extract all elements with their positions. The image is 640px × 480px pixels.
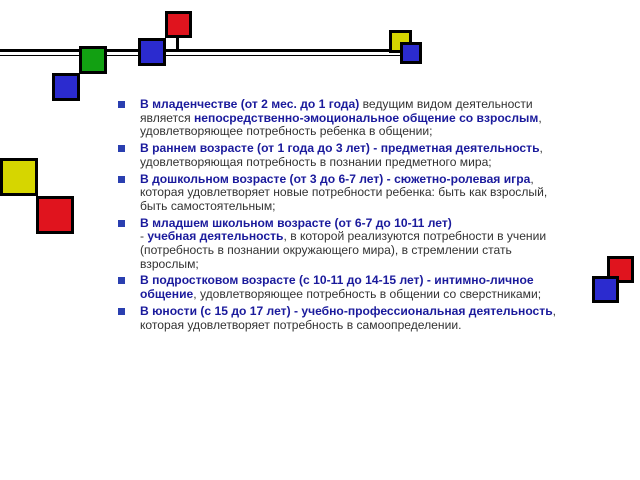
blue-square-top-right	[400, 42, 422, 64]
bullet-icon	[118, 308, 125, 315]
stage-activity: учебная деятельность	[147, 229, 284, 244]
bullet-icon	[118, 176, 125, 183]
stage-lead: В раннем возрасте (от 1 года до 3 лет) - предметная деятельность	[140, 141, 540, 156]
blue-square-left	[52, 73, 80, 101]
blue-square-right	[592, 276, 619, 303]
list-item	[118, 173, 558, 214]
bullet-icon	[118, 145, 125, 152]
stage-text: , которая удовлетворяет новые потребности ребенка: быть как взрослый, быть самостоятельным;	[140, 171, 548, 213]
stage-text: , которая удовлетворяет потребность в самоопределении.	[140, 303, 557, 332]
list-item	[118, 142, 558, 169]
red-square-top	[165, 11, 192, 38]
stage-text: , удовлетворяющее потребность ребенка в общении;	[140, 110, 542, 139]
list-item	[118, 274, 558, 301]
list-item	[118, 217, 558, 272]
red-square-left	[36, 196, 74, 234]
stage-text: -	[140, 229, 148, 244]
stage-lead: В подростковом возрасте (с 10-11 до 14-15 лет) - интимно-личное общение	[140, 273, 534, 302]
top-horizontal-line	[0, 49, 408, 52]
stage-lead: В младенчестве (от 2 мес. до 1 года)	[140, 97, 360, 111]
stage-lead: В дошкольном возрасте (от 3 до 6-7 лет) - сюжетно-ролевая игра	[140, 171, 531, 186]
bullet-icon	[118, 277, 125, 284]
development-stages-list	[118, 98, 558, 335]
top-horizontal-line-thin	[0, 55, 408, 56]
stage-lead: В младшем школьном возрасте (от 6-7 до 10-11 лет)	[140, 215, 452, 230]
yellow-square-left	[0, 158, 38, 196]
bullet-icon	[118, 220, 125, 227]
stage-text: , в которой реализуются потребности в учении (потребность в познании окружающего мира), в стремлении стать взрослым;	[140, 229, 547, 271]
stage-text: , удовлетворяющая потребность в познании предметного мира;	[140, 141, 543, 169]
list-item	[118, 305, 558, 332]
bullet-icon	[118, 101, 125, 108]
stage-lead: В юности (с 15 до 17 лет) - учебно-профессиональная деятельность	[140, 303, 553, 318]
list-item	[118, 98, 558, 139]
blue-square-top	[138, 38, 166, 66]
stage-text: , удовлетворяющее потребность в общении со сверстниками;	[193, 287, 542, 302]
green-square-top	[79, 46, 107, 74]
stage-activity: непосредственно-эмоциональное общение со взрослым	[194, 110, 539, 125]
stage-text: ведущим видом деятельности является	[140, 97, 533, 125]
